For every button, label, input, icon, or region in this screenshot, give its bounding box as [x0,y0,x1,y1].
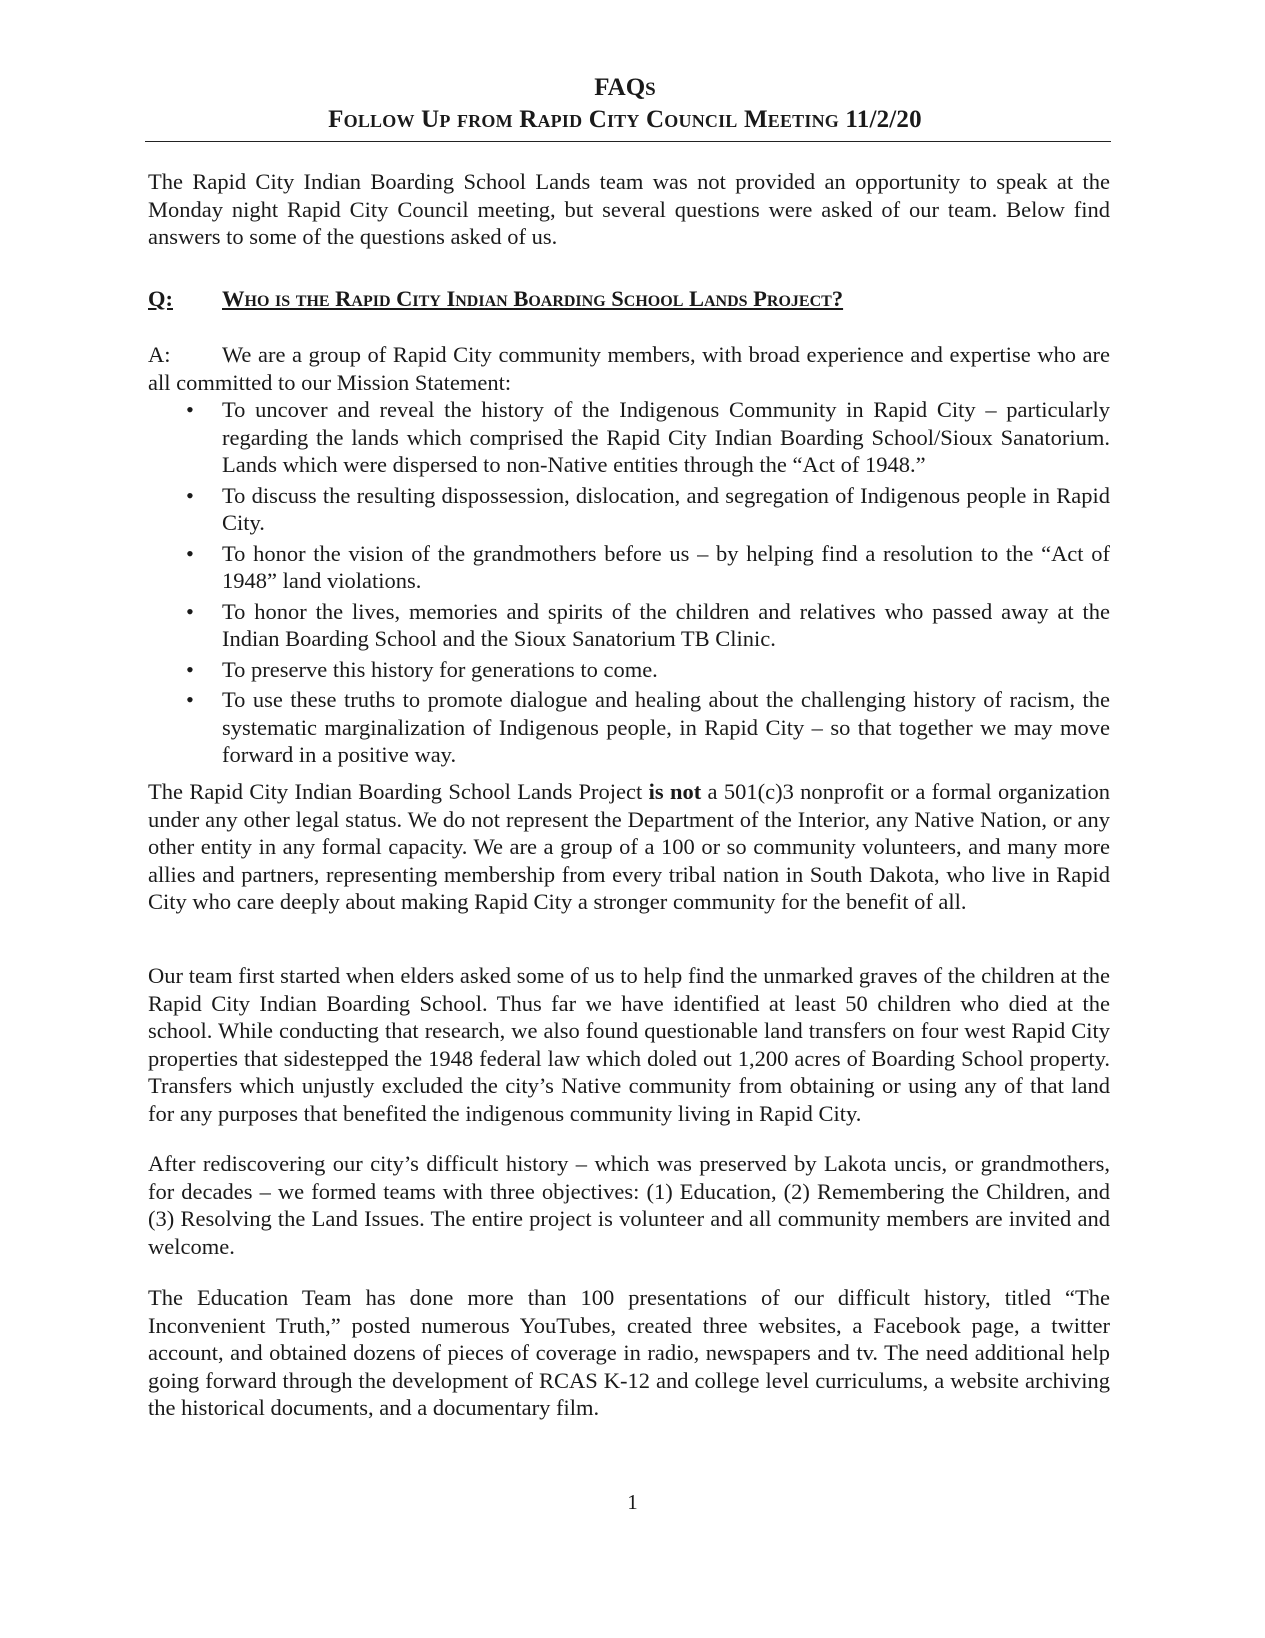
answer-text: We are a group of Rapid City community members, with broad experience and expertise who are all committed to our Mission Statement: [148,342,1110,395]
intro-paragraph: The Rapid City Indian Boarding School Lands team was not provided an opportunity to speak at the Monday night Rapid City Council meeting, but several questions were asked of our team. Below find answers to some of the questions asked of us. [148,169,1110,249]
list-item: • To preserve this history for generations to come. [186,656,658,682]
page-number: 1 [627,1490,638,1514]
bullet-icon: • [186,397,194,422]
page-subtitle: Follow Up from Rapid City Council Meeting 11/2/20 [328,106,922,133]
list-item: • To use these truths to promote dialogue and healing about the challenging history of racism, the systematic marginalization of Indigenous people, in Rapid City – so that together we may move forward in a positive way. [186,687,1110,767]
list-item: • To discuss the resulting dispossession, dislocation, and segregation of Indigenous people in Rapid City. [186,482,1110,535]
bullet-icon: • [186,540,194,566]
answer-paragraph [148,341,1110,396]
question-label: Q: [148,286,173,311]
mission-list [148,396,1110,772]
status-paragraph: The Rapid City Indian Boarding School Lands Project is not a 501(c)3 nonprofit or a formal organization under any other legal status. We do not represent the Department of the Interior, any Native Nation, or any other entity in any formal capacity. We are a group of a 100 or so community volunteers, and many more allies and partners, representing membership from every tribal nation in South Dakota, who live in Rapid City who care deeply about making Rapid City a stronger community for the benefit of all. [148,779,1111,914]
bullet-icon: • [186,656,194,682]
list-item: • To uncover and reveal the history of the Indigenous Community in Rapid City – particularly regarding the lands which comprised the Rapid City Indian Boarding School/Sioux Sanatorium. Lands which were dispersed to non-Native entities through the “Act of 1948.” [186,397,1110,477]
teams-paragraph: After rediscovering our city’s difficult history – which was preserved by Lakota uncis, or grandmothers, for decades – we formed teams with three objectives: (1) Education, (2) Remembering the Children, and (3) Resolving the Land Issues. The entire project is volunteer and all community members are invited and welcome. [148,1151,1110,1259]
list-item: • To honor the vision of the grandmothers before us – by helping find a resolution to the “Act of 1948” land violations. [186,540,1110,593]
answer-label: A: [148,342,171,367]
bullet-icon: • [186,598,194,624]
origin-paragraph: Our team first started when elders asked some of us to help find the unmarked graves of the children at the Rapid City Indian Boarding School. Thus far we have identified at least 50 children who died at the school. While conducting that research, we also found questionable land transfers on four west Rapid City properties that sidestepped the 1948 federal law which doled out 1,200 acres of Boarding School property. Transfers which unjustly excluded the city’s Native community from obtaining or using any of that land for any purposes that benefited the indigenous community living in Rapid City. [148,963,1110,1126]
education-paragraph: The Education Team has done more than 100 presentations of our difficult history, titled “The Inconvenient Truth,” posted numerous YouTubes, created three websites, a Facebook page, a twitter account, and obtained dozens of pieces of coverage in radio, newspapers and tv. The need additional help going forward through the development of RCAS K-12 and college level curriculums, a website archiving the historical documents, and a documentary film. [148,1285,1110,1420]
question-heading: Who is the Rapid City Indian Boarding School Lands Project? [222,286,844,311]
title-divider [145,141,1111,142]
bullet-icon: • [186,687,194,712]
bullet-icon: • [186,482,194,508]
page-title: FAQS [594,74,656,101]
emphasis-text: is not [648,779,702,804]
list-item: • To honor the lives, memories and spirits of the children and relatives who passed away at the Indian Boarding School and the Sioux Sanatorium TB Clinic. [186,598,1110,651]
